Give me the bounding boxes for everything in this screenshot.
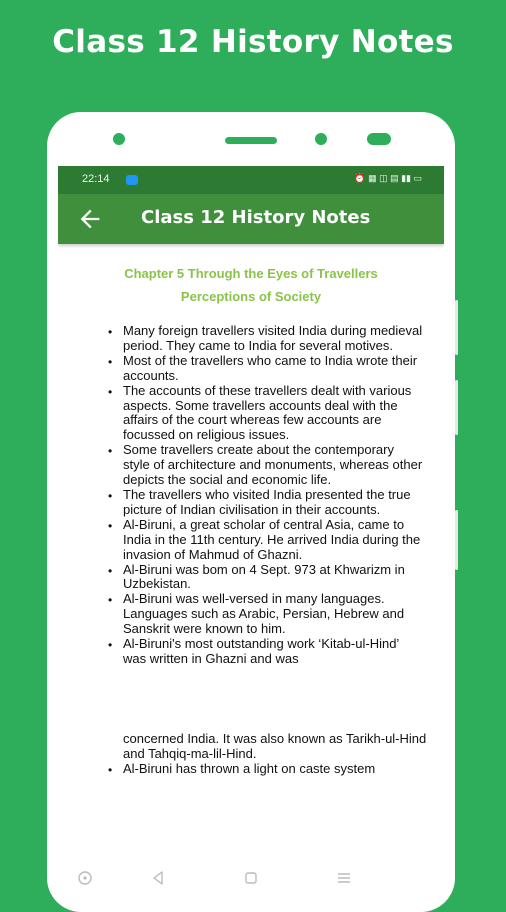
list-item: • The travellers who visited India presented the true picture of Indian civilisation in their accounts. <box>58 488 444 518</box>
nav-menu-button[interactable] <box>334 868 354 888</box>
front-camera <box>113 133 125 145</box>
earpiece-speaker <box>225 137 277 144</box>
menu-lines-icon <box>334 868 354 888</box>
system-nav-bar <box>58 856 444 900</box>
side-button <box>455 510 458 570</box>
nav-back-button[interactable] <box>148 868 168 888</box>
status-time: 22:14 <box>82 173 110 185</box>
promo-title: Class 12 History Notes <box>52 24 454 60</box>
list-item: • Al-Biruni has thrown a light on caste system <box>58 762 444 777</box>
notes-list <box>58 324 444 777</box>
sensor-pill <box>367 133 391 145</box>
circle-dot-icon <box>75 868 95 888</box>
side-button <box>455 300 458 355</box>
app-title: Class 12 History Notes <box>141 207 371 228</box>
side-button <box>455 380 458 435</box>
continued-text: concerned India. It was also known as Tarikh-ul-Hind and Tahqiq-ma-lil-Hind. <box>123 730 427 761</box>
list-item: • Al-Biruni was bom on 4 Sept. 973 at Khwarizm in Uzbekistan. <box>58 563 444 593</box>
back-button[interactable] <box>76 205 104 233</box>
chapter-title <box>58 262 444 308</box>
arrow-back-icon <box>76 205 104 233</box>
list-item: • Al-Biruni's most outstanding work ‘Kitab-ul-Hind’ was written in Ghazni and was <box>58 637 444 667</box>
app-bar <box>58 194 444 244</box>
list-item: • Al-Biruni, a great scholar of central Asia, came to India in the 11th century. He arrived India during the invasion of Mahmud of Ghazni. <box>58 518 444 563</box>
list-item: • Many foreign travellers visited India during medieval period. They came to India for several motives. <box>58 324 444 354</box>
triangle-back-icon <box>148 868 168 888</box>
list-item: • Al-Biruni was well-versed in many languages. Languages such as Arabic, Persian, Hebrew and Sanskrit were known to him. <box>58 592 444 637</box>
notification-app-icon <box>126 175 138 185</box>
page-break-gap <box>58 667 444 732</box>
nav-home-button[interactable] <box>241 868 261 888</box>
chapter-title-line-2: Perceptions of Society <box>180 289 322 304</box>
status-bar <box>58 166 444 194</box>
list-item: • Most of the travellers who came to India wrote their accounts. <box>58 354 444 384</box>
list-item: • The accounts of these travellers dealt with various aspects. Some travellers accounts deal with the affairs of the court whereas few accounts are focussed on religious issues. <box>58 384 444 444</box>
list-item: • Some travellers create about the contemporary style of architecture and monuments, whereas other depicts the social and economic life. <box>58 443 444 488</box>
chapter-title-line-1: Chapter 5 Through the Eyes of Travellers <box>124 266 378 281</box>
nav-assistant-button[interactable] <box>75 868 95 888</box>
scroll-fade <box>58 828 444 856</box>
square-home-icon <box>241 868 261 888</box>
status-indicators: ⏰ ▦ ◫ ▤ ▮▮ ▭ <box>354 173 422 183</box>
phone-screen <box>58 166 444 900</box>
sensor-dot <box>315 133 327 145</box>
notes-content[interactable] <box>58 244 444 856</box>
